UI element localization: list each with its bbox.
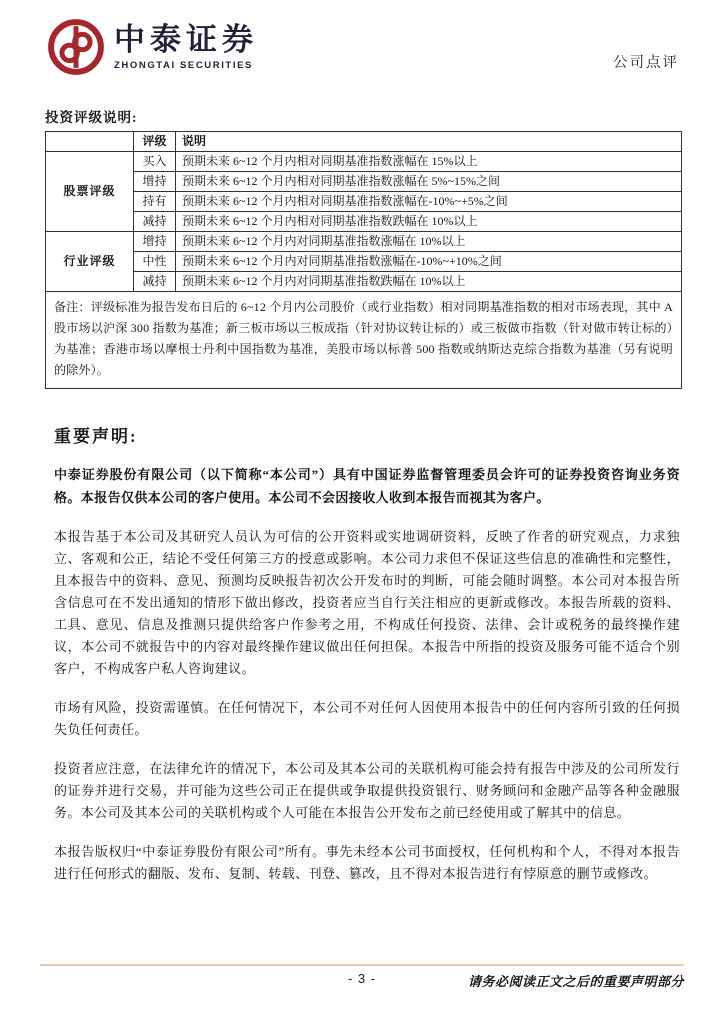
main-content: [45, 106, 682, 902]
statement-lead-paragraph: 中泰证券股份有限公司（以下简称“本公司”）具有中国证券监督管理委员会许可的证券投资咨询业务资格。本报告仅供本公司的客户使用。本公司不会因接收人收到本报告而视其为客户。: [54, 467, 680, 505]
doc-type-label: 公司点评: [613, 55, 679, 71]
rating-cell: 减持: [134, 212, 176, 232]
page-footer: [40, 964, 684, 992]
desc-cell: 预期未来 6~12 个月内对同期基准指数跌幅在 10%以上: [176, 272, 682, 292]
rating-cell: 增持: [134, 172, 176, 192]
rating-section-title: 投资评级说明:: [45, 110, 138, 125]
rating-table: [45, 131, 682, 389]
desc-cell: 预期未来 6~12 个月内对同期基准指数涨幅在 10%以上: [176, 232, 682, 252]
header-empty-cell: [46, 132, 134, 152]
rating-table-header-row: [46, 132, 682, 152]
table-note-row: [46, 292, 682, 389]
rating-cell: 增持: [134, 232, 176, 252]
table-row: [46, 232, 682, 252]
statement-title: 重要声明:: [54, 427, 138, 446]
table-row: [46, 152, 682, 172]
table-note: 备注：评级标准为报告发布日后的 6~12 个月内公司股价（或行业指数）相对同期基准指数的相对市场表现，其中 A 股市场以沪深 300 指数为基准；新三板市场以三板成指（针对协议转让标的）或三板做市指数（针对做市转让标的）为基准；香港市场以摩根士丹利中国指数为基准，美股市场以标普 500 指数或纳斯达克综合指数为基准（另有说明的除外）。: [46, 292, 682, 389]
logo-text: [114, 23, 258, 70]
table-row: [46, 192, 682, 212]
desc-cell: 预期未来 6~12 个月内对同期基准指数涨幅在-10%~+10%之间: [176, 252, 682, 272]
statement-paragraph: 市场有风险，投资需谨慎。在任何情况下，本公司不对任何人因使用本报告中的任何内容所引致的任何损失负任何责任。: [54, 700, 680, 737]
desc-cell: 预期未来 6~12 个月内相对同期基准指数涨幅在 15%以上: [176, 152, 682, 172]
rating-cell: 减持: [134, 272, 176, 292]
table-row: [46, 252, 682, 272]
rating-cell: 买入: [134, 152, 176, 172]
footer-notice: 请务必阅读正文之后的重要声明部分: [467, 974, 684, 989]
category-cell-stock: 股票评级: [46, 152, 134, 232]
company-logo: [47, 18, 258, 76]
statement-paragraph: 投资者应注意，在法律允许的情况下，本公司及其本公司的关联机构可能会持有报告中涉及的公司所发行的证券并进行交易，并可能为这些公司正在提供或争取提供投资银行、财务顾问和金融产品等各种金融服务。本公司及其本公司的关联机构或个人可能在本报告公开发布之前已经使用或了解其中的信息。: [54, 761, 680, 820]
header-desc-cell: 说明: [176, 132, 682, 152]
page-header: [47, 18, 679, 76]
header-rating-cell: 评级: [134, 132, 176, 152]
statement-section: [45, 422, 682, 885]
rating-cell: 持有: [134, 192, 176, 212]
rating-cell: 中性: [134, 252, 176, 272]
statement-paragraph: 本报告版权归“中泰证券股份有限公司”所有。事先未经本公司书面授权，任何机构和个人，不得对本报告进行任何形式的翻版、发布、复制、转载、刊登、篡改，且不得对本报告进行有悖原意的删节或修改。: [54, 844, 680, 881]
table-row: [46, 212, 682, 232]
desc-cell: 预期未来 6~12 个月内相对同期基准指数涨幅在 5%~15%之间: [176, 172, 682, 192]
desc-cell: 预期未来 6~12 个月内相对同期基准指数涨幅在-10%~+5%之间: [176, 192, 682, 212]
table-row: [46, 172, 682, 192]
logo-title: 中泰证券: [114, 22, 258, 58]
category-cell-industry: 行业评级: [46, 232, 134, 292]
statement-paragraph: 本报告基于本公司及其研究人员认为可信的公开资料或实地调研资料，反映了作者的研究观点，力求独立、客观和公正，结论不受任何第三方的授意或影响。本公司力求但不保证这些信息的准确性和完整性，且本报告中的资料、意见、预测均反映报告初次公开发布时的判断，可能会随时调整。本公司对本报告所含信息可在不发出通知的情形下做出修改，投资者应当自行关注相应的更新或修改。本报告所载的资料、工具、意见、信息及推测只提供给客户作参考之用，不构成任何投资、法律、会计或税务的最终操作建议，本公司不就报告中的内容对最终操作建议做出任何担保。本报告中所指的投资及服务可能不适合个别客户，不构成客户私人咨询建议。: [54, 529, 680, 676]
table-row: [46, 272, 682, 292]
desc-cell: 预期未来 6~12 个月内相对同期基准指数跌幅在 10%以上: [176, 212, 682, 232]
page-number: - 3 -: [347, 971, 377, 986]
logo-subtitle: ZHONGTAI SECURITIES: [114, 59, 253, 71]
zhongtai-emblem-icon: [47, 18, 105, 76]
